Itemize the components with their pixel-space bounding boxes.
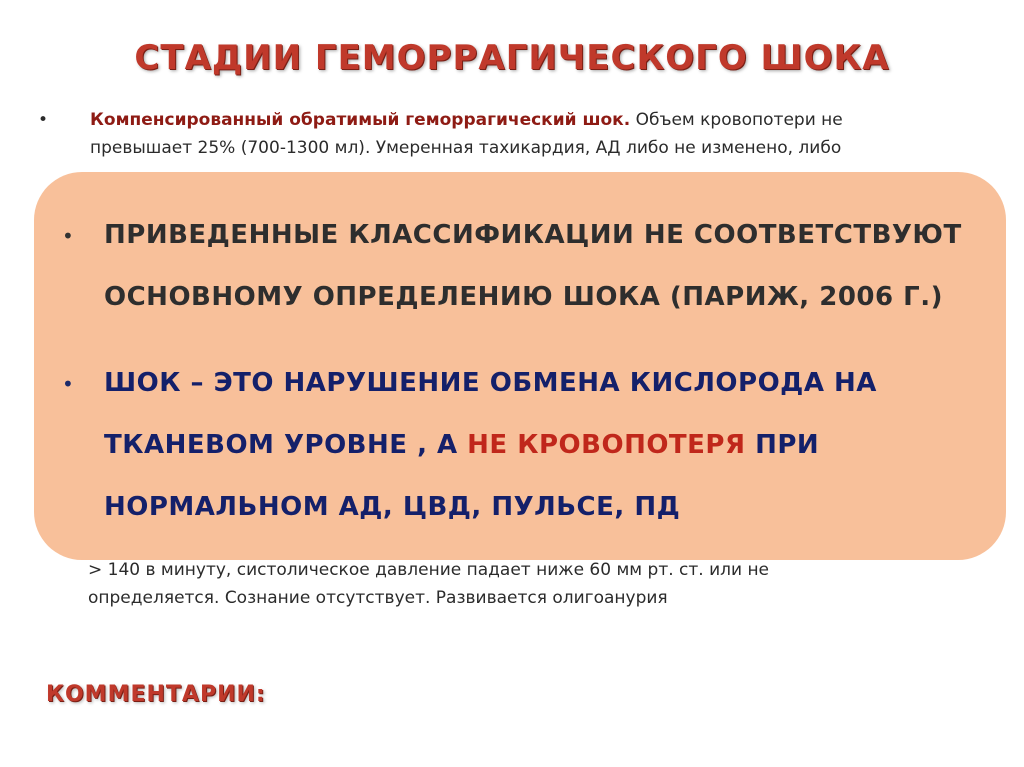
overlay-callout-box xyxy=(34,172,1006,560)
overlay-item-classifications xyxy=(34,204,1006,328)
background-item-text xyxy=(90,106,978,162)
overlay-item2-line2-part1: ТКАНЕВОМ УРОВНЕ , А xyxy=(104,430,468,460)
background-item-line1: Объем кровопотери не xyxy=(630,110,843,130)
overlay-item2-highlight: НЕ КРОВОПОТЕРЯ xyxy=(467,430,746,460)
background-item-lead: Компенсированный обратимый геморрагический шок. xyxy=(90,110,631,130)
bullet-marker: • xyxy=(62,372,74,396)
overlay-item2-line2 xyxy=(104,414,984,476)
overlay-item1-line1: ПРИВЕДЕННЫЕ КЛАССИФИКАЦИИ НЕ СООТВЕТСТВУЮТ xyxy=(104,220,962,250)
bullet-marker: • xyxy=(38,110,49,130)
overlay-item-text xyxy=(104,352,984,538)
overlay-item2-line3: НОРМАЛЬНОМ АД, ЦВД, ПУЛЬСЕ, ПД xyxy=(104,492,681,522)
background-bottom-line1: > 140 в минуту, систолическое давление падает ниже 60 мм рт. ст. или не xyxy=(88,560,770,580)
overlay-item2-line1: ШОК – ЭТО НАРУШЕНИЕ ОБМЕНА КИСЛОРОДА НА xyxy=(104,368,877,398)
overlay-item-text xyxy=(104,204,984,328)
slide-title: СТАДИИ ГЕМОРРАГИЧЕСКОГО ШОКА xyxy=(134,38,890,78)
overlay-item1-line2: ОСНОВНОМУ ОПРЕДЕЛЕНИЮ ШОКА (ПАРИЖ, 2006 Г.) xyxy=(104,282,943,312)
bullet-marker: • xyxy=(62,224,74,248)
background-bottom-line2: определяется. Сознание отсутствует. Развивается олигоанурия xyxy=(88,588,668,608)
comments-heading: КОММЕНТАРИИ: xyxy=(46,682,266,707)
overlay-item2-line2-part2: ПРИ xyxy=(745,430,820,460)
background-item-line2: превышает 25% (700-1300 мл). Умеренная тахикардия, АД либо не изменено, либо xyxy=(90,138,842,158)
overlay-item-shock-definition xyxy=(34,352,1006,538)
background-bullet-item xyxy=(38,106,978,181)
background-bottom-text xyxy=(88,556,978,612)
